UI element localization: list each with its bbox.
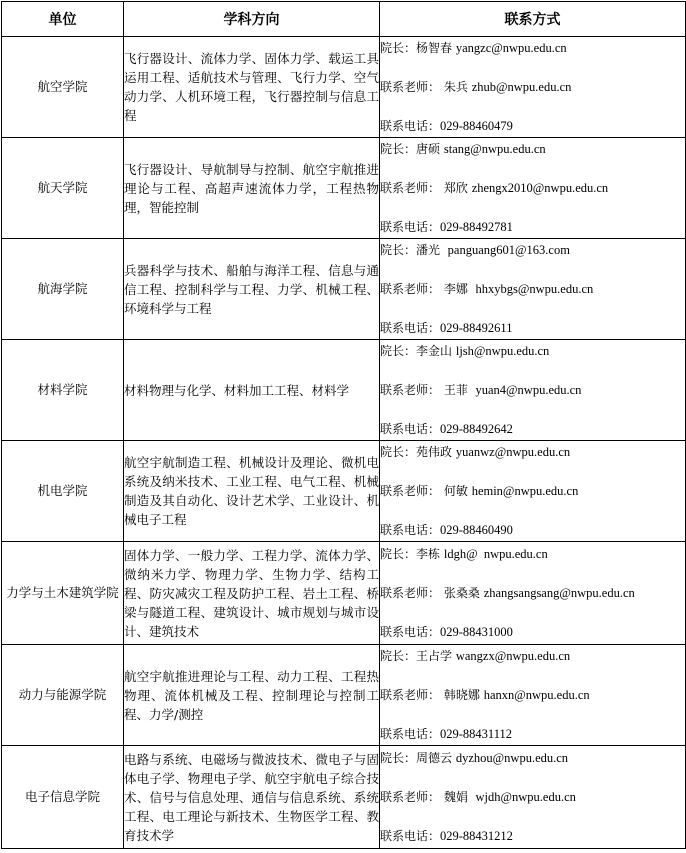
table-row [2,746,686,849]
teacher-line [380,382,685,399]
phone-label: 联系电话： [380,828,441,843]
dean-line [380,546,685,563]
dean-email: dyzhou@nwpu.edu.cn [455,750,569,765]
dean-label: 院长： [380,141,417,156]
teacher-label: 联系老师： [380,483,441,498]
dean-name: 李栋 [416,546,441,561]
phone-label: 联系电话： [380,726,441,741]
subjects-cell: 飞行器设计、流体力学、固体力学、载运工具运用工程、适航技术与管理、飞行力学、空气动力学、人机环境工程，飞行器控制与信息工程 [124,37,380,138]
dean-label: 院长： [380,648,417,663]
dean-name: 李金山 [416,343,453,358]
unit-cell: 力学与土木建筑学院 [2,542,124,645]
phone-number: 029-88431000 [440,624,513,639]
phone-label: 联系电话： [380,522,441,537]
teacher-line [380,180,685,197]
phone-label: 联系电话： [380,320,441,335]
teacher-label: 联系老师： [380,281,441,296]
phone-line [380,118,685,135]
dean-email: yangzc@nwpu.edu.cn [455,40,567,55]
phone-line [380,320,685,337]
dean-line [380,242,685,259]
dean-email: panguang601@163.com [447,242,570,257]
dean-label: 院长： [380,40,417,55]
dean-email: ldgh@ nwpu.edu.cn [443,546,548,561]
contact-cell [380,645,686,746]
table-row [2,645,686,746]
teacher-email: zhub@nwpu.edu.cn [471,79,572,94]
dean-email: wangzx@nwpu.edu.cn [455,648,571,663]
phone-line [380,522,685,539]
teacher-label: 联系老师： [380,79,441,94]
unit-cell: 材料学院 [2,340,124,441]
table-row [2,138,686,239]
phone-line [380,219,685,236]
table-row [2,239,686,340]
teacher-name: 郑欣 [443,180,468,195]
teacher-line [380,483,685,500]
teacher-email: hanxn@nwpu.edu.cn [483,687,590,702]
phone-number: 029-88431112 [440,726,513,741]
teacher-line [380,585,685,602]
subjects-cell: 兵器科学与技术、船舶与海洋工程、信息与通信工程、控制科学与工程、力学、机械工程、环境科学与工程 [124,239,380,340]
teacher-email: hhxybgs@nwpu.edu.cn [475,281,594,296]
contact-cell [380,37,686,138]
dean-label: 院长： [380,343,417,358]
phone-line [380,421,685,438]
unit-cell: 航天学院 [2,138,124,239]
contact-cell [380,239,686,340]
dean-name: 周德云 [416,750,453,765]
dean-label: 院长： [380,242,417,257]
dean-email: yuanwz@nwpu.edu.cn [455,444,571,459]
subjects-cell: 飞行器设计、导航制导与控制、航空宇航推进理论与工程、高超声速流体力学，工程热物理，智能控制 [124,138,380,239]
teacher-label: 联系老师： [380,382,441,397]
subjects-cell: 航空宇航推进理论与工程、动力工程、工程热物理、流体机械及工程、控制理论与控制工程、力学/测控 [124,645,380,746]
teacher-name: 李娜 [443,281,468,296]
dean-line [380,444,685,461]
dean-line [380,343,685,360]
table-row [2,37,686,138]
teacher-name: 张桑桑 [443,585,480,600]
dean-email: ljsh@nwpu.edu.cn [455,343,550,358]
subjects-cell: 材料物理与化学、材料加工工程、材料学 [124,340,380,441]
dean-name: 唐硕 [416,141,441,156]
unit-cell: 动力与能源学院 [2,645,124,746]
teacher-email: wjdh@nwpu.edu.cn [475,789,576,804]
table-row [2,441,686,542]
dean-label: 院长： [380,750,417,765]
teacher-name: 王菲 [443,382,468,397]
phone-number: 029-88492611 [440,320,513,335]
contact-cell [380,542,686,645]
teacher-line [380,687,685,704]
teacher-label: 联系老师： [380,585,441,600]
dean-line [380,648,685,665]
subjects-cell: 航空宇航制造工程、机械设计及理论、微机电系统及纳米技术、工业工程、电气工程、机械制造及其自动化、设计艺术学、工业设计、机械电子工程 [124,441,380,542]
contact-cell [380,441,686,542]
dean-line [380,141,685,158]
contact-cell [380,340,686,441]
dean-name: 潘光 [416,242,441,257]
header-unit: 单位 [2,2,124,37]
dean-label: 院长： [380,444,417,459]
header-contact: 联系方式 [380,2,686,37]
phone-number: 029-88460490 [440,522,513,537]
phone-line [380,726,685,743]
phone-label: 联系电话： [380,421,441,436]
dean-name: 苑伟政 [416,444,453,459]
dean-line [380,40,685,57]
table-row [2,542,686,645]
phone-number: 029-88492642 [440,421,513,436]
teacher-line [380,281,685,298]
phone-label: 联系电话： [380,118,441,133]
header-subject: 学科方向 [124,2,380,37]
dean-email: stang@nwpu.edu.cn [443,141,546,156]
teacher-label: 联系老师： [380,789,441,804]
unit-cell: 航空学院 [2,37,124,138]
teacher-line [380,79,685,96]
phone-line [380,624,685,641]
dean-label: 院长： [380,546,417,561]
phone-number: 029-88492781 [440,219,513,234]
teacher-email: hemin@nwpu.edu.cn [471,483,579,498]
teacher-name: 何敏 [443,483,468,498]
unit-cell: 机电学院 [2,441,124,542]
dean-name: 王占学 [416,648,453,663]
teacher-email: zhengx2010@nwpu.edu.cn [471,180,609,195]
phone-line [380,828,685,845]
teacher-email: yuan4@nwpu.edu.cn [475,382,582,397]
dean-name: 杨智春 [416,40,453,55]
unit-cell: 电子信息学院 [2,746,124,849]
teacher-name: 朱兵 [443,79,468,94]
teacher-name: 韩晓娜 [443,687,480,702]
unit-cell: 航海学院 [2,239,124,340]
contact-cell [380,746,686,849]
subjects-cell: 固体力学、一般力学、工程力学、流体力学、微纳米力学、物理力学、生物力学、结构工程、防灾减灾工程及防护工程、岩土工程、桥梁与隧道工程、建筑设计、城市规划与城市设计、建筑技术 [124,542,380,645]
phone-label: 联系电话： [380,624,441,639]
contact-table [1,1,686,849]
teacher-label: 联系老师： [380,180,441,195]
dean-line [380,750,685,767]
phone-label: 联系电话： [380,219,441,234]
phone-number: 029-88460479 [440,118,513,133]
phone-number: 029-88431212 [440,828,513,843]
teacher-line [380,789,685,806]
subjects-cell: 电路与系统、电磁场与微波技术、微电子与固体电子学、物理电子学、航空宇航电子综合技术、信号与信息处理、通信与信息系统、系统工程、电工理论与新技术、生物医学工程、教育技术学 [124,746,380,849]
teacher-name: 魏娟 [443,789,468,804]
table-row [2,340,686,441]
teacher-email: zhangsangsang@nwpu.edu.cn [483,585,635,600]
teacher-label: 联系老师： [380,687,441,702]
header-row [2,2,686,37]
contact-cell [380,138,686,239]
